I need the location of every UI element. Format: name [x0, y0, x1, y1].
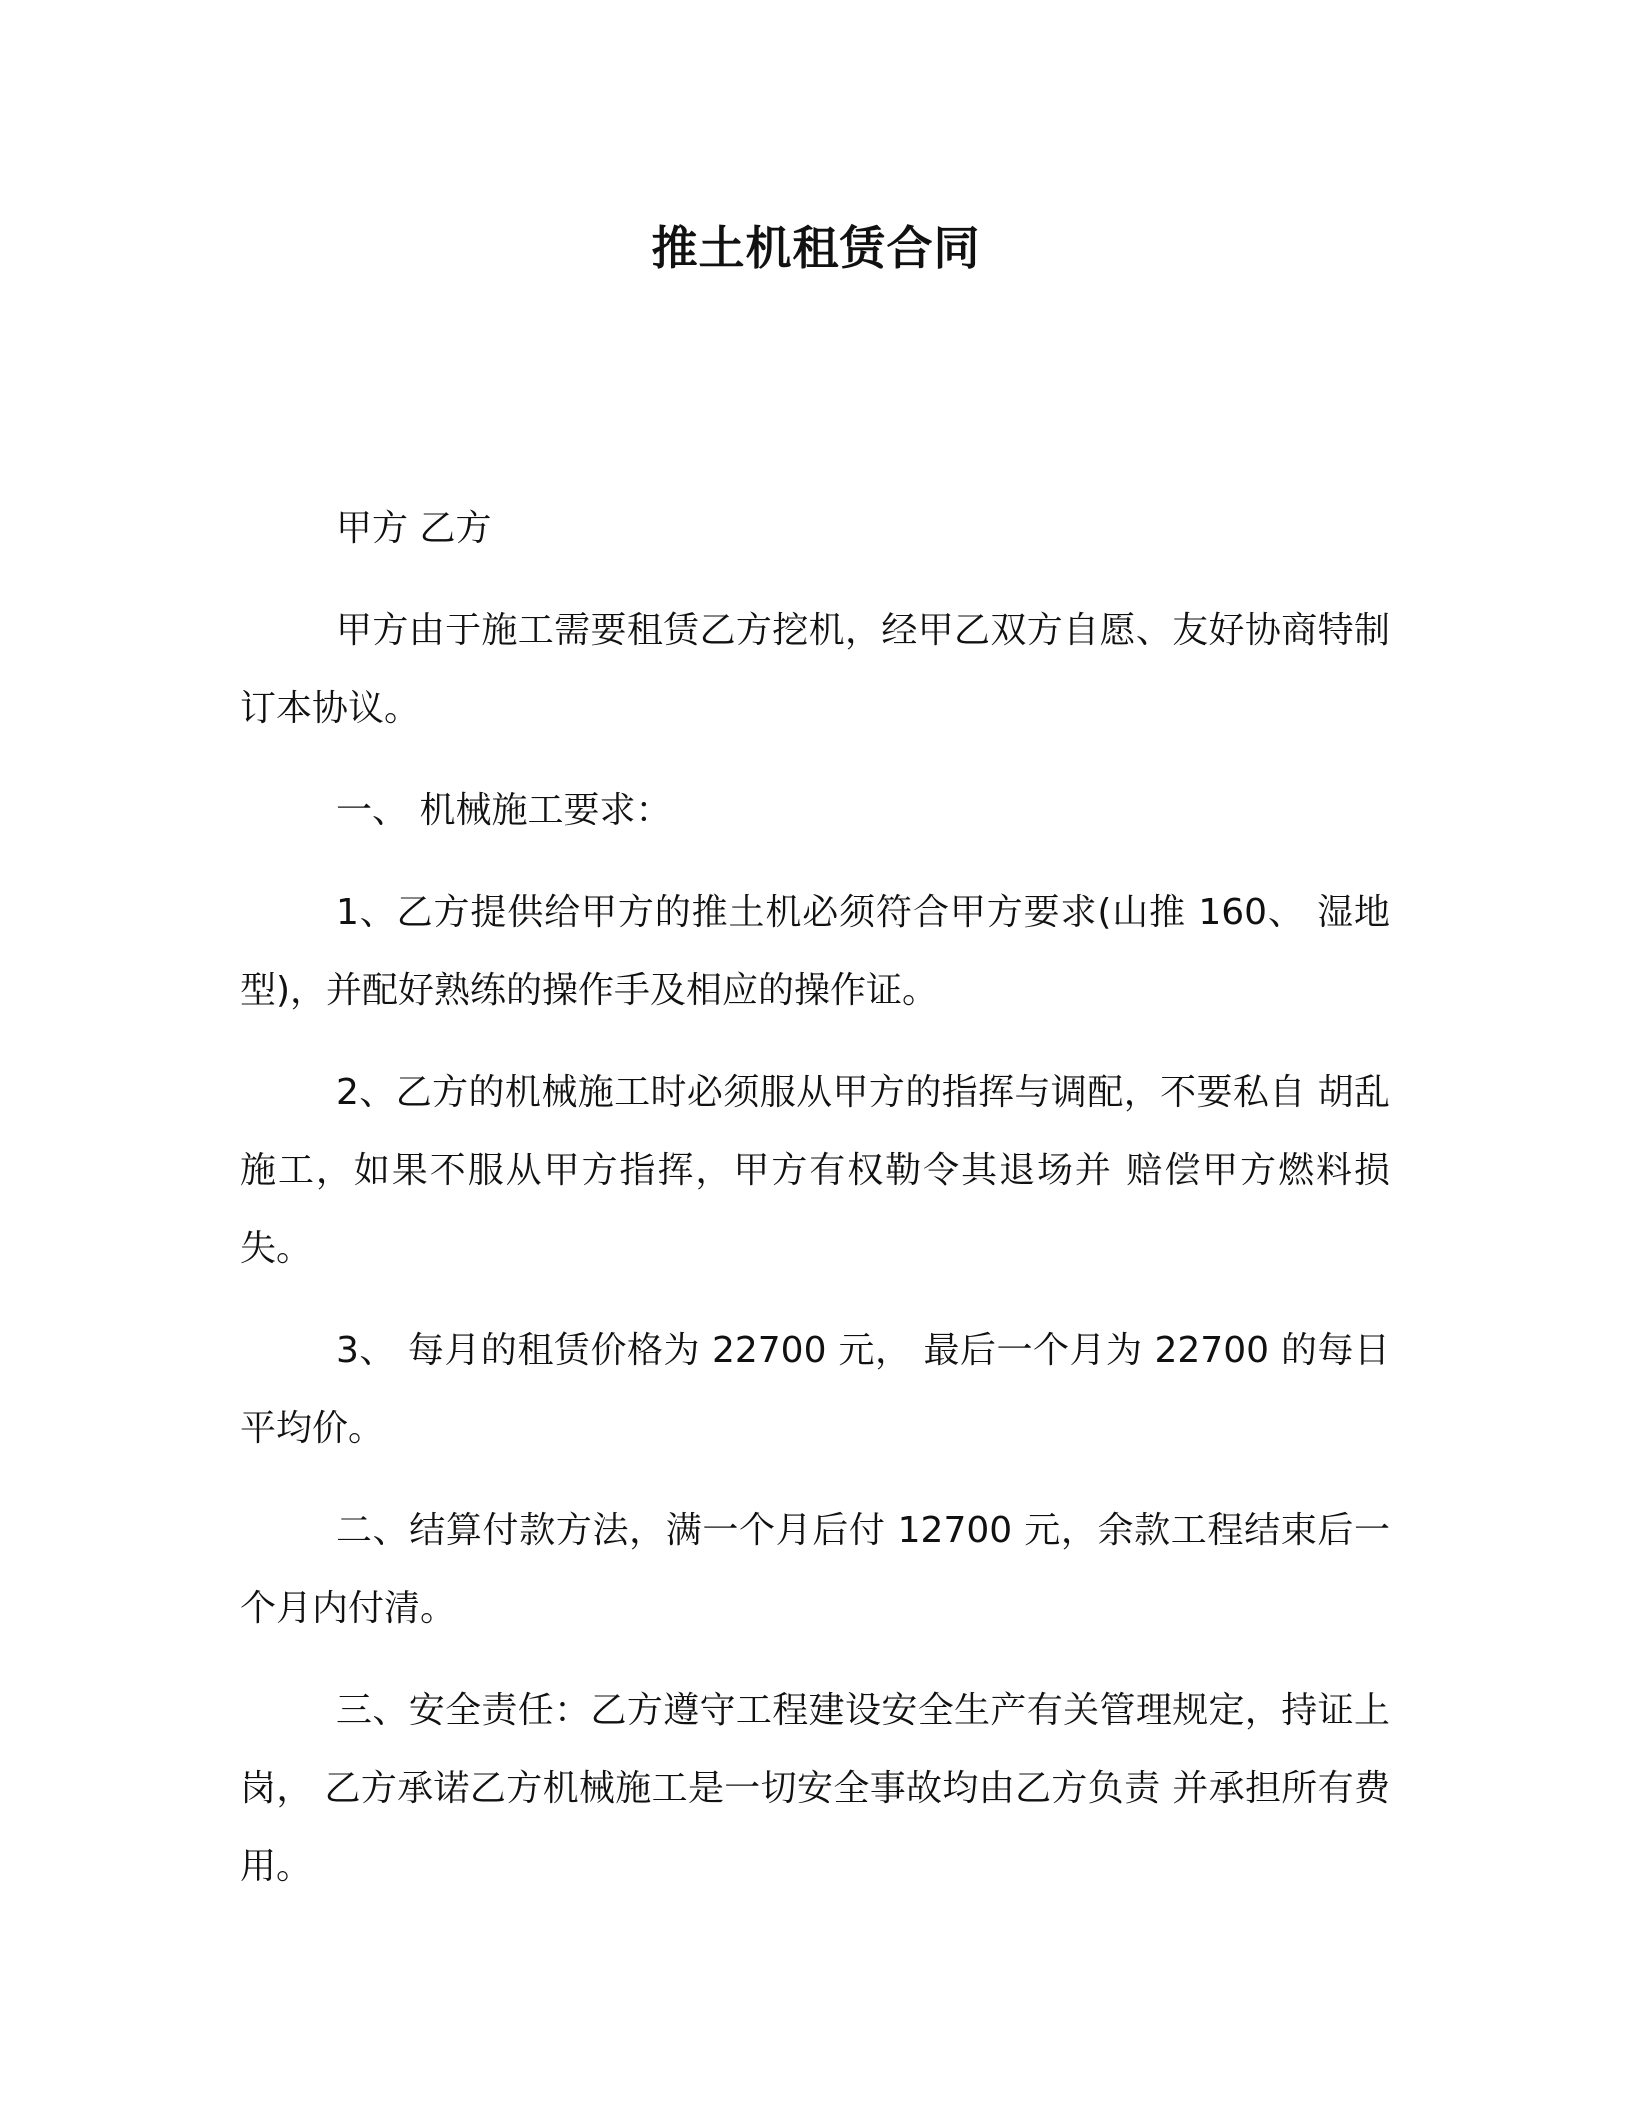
- clause-3-paragraph: 3、 每月的租赁价格为 22700 元， 最后一个月为 22700 的每日平均价。: [240, 1330, 1390, 1449]
- document-body: [240, 490, 1390, 1930]
- section-1-heading: 一、 机械施工要求：: [336, 790, 672, 831]
- clause-1-paragraph: 1、乙方提供给甲方的推土机必须符合甲方要求(山推 160、 湿地型)，并配好熟练的操作手及相应的操作证。: [240, 892, 1390, 1011]
- section-2-paragraph: 二、结算付款方法，满一个月后付 12700 元，余款工程结束后一 个月内付清。: [240, 1510, 1390, 1629]
- clause-2-paragraph: 2、乙方的机械施工时必须服从甲方的指挥与调配，不要私自 胡乱施工，如果不服从甲方指挥，甲方有权勒令其退场并 赔偿甲方燃料损失。: [240, 1072, 1390, 1269]
- section-3-paragraph: 三、安全责任：乙方遵守工程建设安全生产有关管理规定，持证上岗， 乙方承诺乙方机械施工是一切安全事故均由乙方负责 并承担所有费用。: [240, 1690, 1390, 1887]
- preamble-paragraph: 甲方由于施工需要租赁乙方挖机，经甲乙双方自愿、友好协商特制订本协议。: [240, 610, 1390, 729]
- document-title: 推土机租赁合同: [651, 221, 981, 275]
- parties-line: 甲方 乙方: [336, 508, 492, 549]
